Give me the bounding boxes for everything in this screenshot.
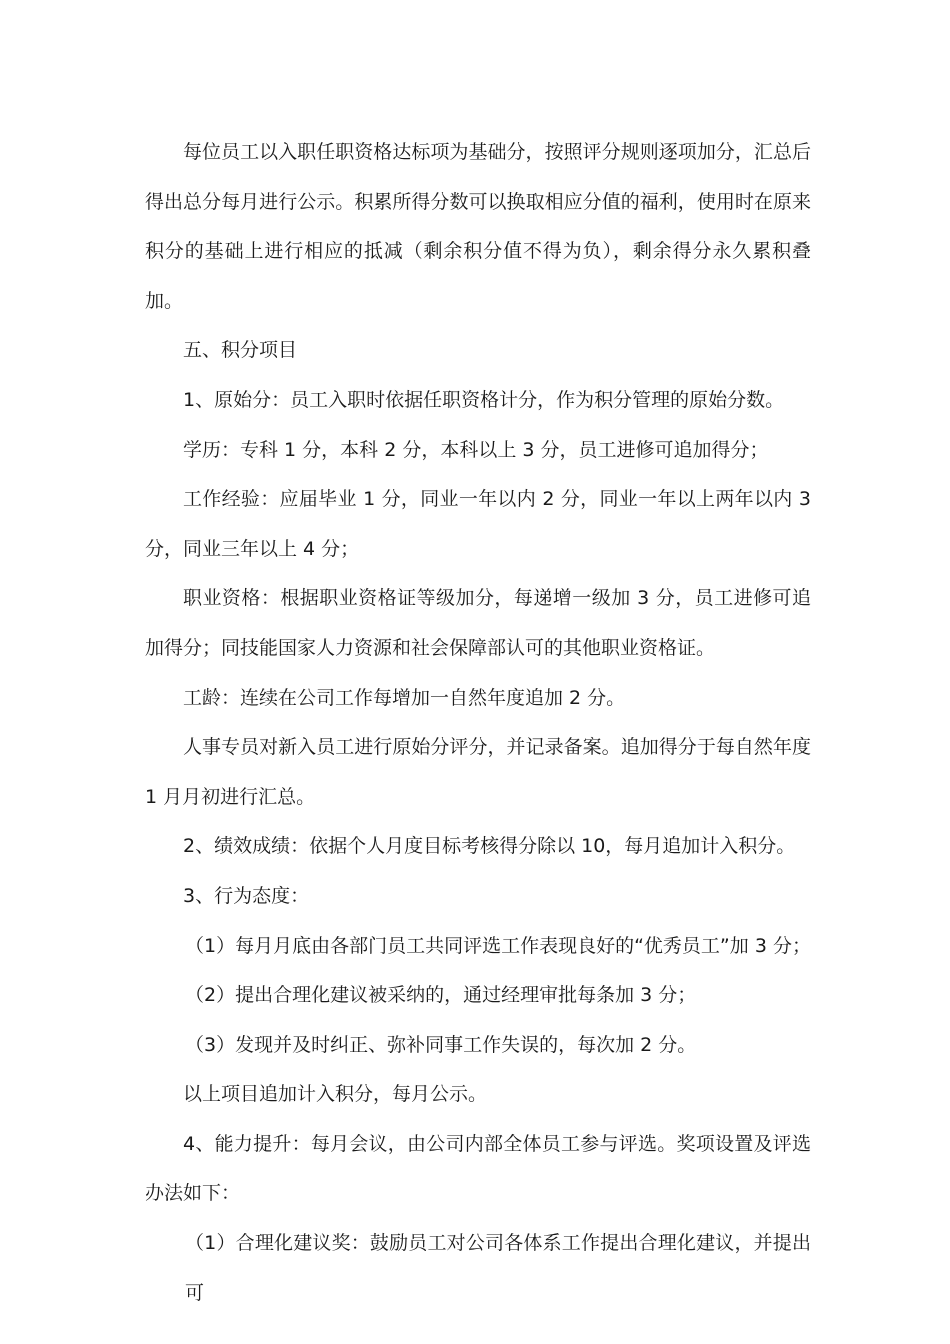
- paragraph-behavior-heading: 3、行为态度：: [183, 884, 310, 907]
- paragraph-work-experience: 工作经验：应届毕业 1 分，同业一年以内 2 分，同业一年以上两年以内 3 分，同业三年以上 4 分；: [145, 488, 811, 560]
- paragraph-ability-improvement: 4、能力提升：每月会议，由公司内部全体员工参与评选。奖项设置及评选办法如下：: [145, 1132, 811, 1205]
- section-heading-points-items: 五、积分项目: [183, 339, 298, 362]
- list-item-suggestion-adopted: （2）提出合理化建议被采纳的，通过经理审批每条加 3 分；: [185, 984, 697, 1007]
- paragraph-monthly-publicity: 以上项目追加计入积分，每月公示。: [183, 1083, 488, 1106]
- paragraph-education: 学历：专科 1 分，本科 2 分，本科以上 3 分，员工进修可追加得分；: [183, 438, 769, 461]
- paragraph-basis: 每位员工以入职任职资格达标项为基础分，按照评分规则逐项加分，汇总后得出总分每月进行公示。积累所得分数可以换取相应分值的福利，使用时在原来积分的基础上进行相应的抵减（剩余积分值不得为负），剩余得分永久累积叠加。: [145, 141, 811, 312]
- list-item-excellent-employee: （1）每月月底由各部门员工共同评选工作表现良好的“优秀员工”加 3 分；: [185, 934, 811, 957]
- document-body: [145, 128, 811, 1318]
- paragraph-performance: 2、绩效成绩：依据个人月度目标考核得分除以 10，每月追加计入积分。: [183, 835, 796, 858]
- paragraph-seniority: 工龄：连续在公司工作每增加一自然年度追加 2 分。: [183, 686, 626, 709]
- paragraph-original-score: 1、原始分：员工入职时依据任职资格计分，作为积分管理的原始分数。: [183, 388, 785, 411]
- list-item-suggestion-award: （1）合理化建议奖：鼓励员工对公司各体系工作提出合理化建议，并提出可: [185, 1232, 811, 1304]
- paragraph-hr-record: 人事专员对新入员工进行原始分评分，并记录备案。追加得分于每自然年度 1 月月初进行汇总。: [145, 736, 811, 808]
- list-item-error-correction: （3）发现并及时纠正、弥补同事工作失误的，每次加 2 分。: [185, 1033, 697, 1056]
- paragraph-qualification: 职业资格：根据职业资格证等级加分，每递增一级加 3 分，员工进修可追加得分；同技能国家人力资源和社会保障部认可的其他职业资格证。: [145, 587, 811, 659]
